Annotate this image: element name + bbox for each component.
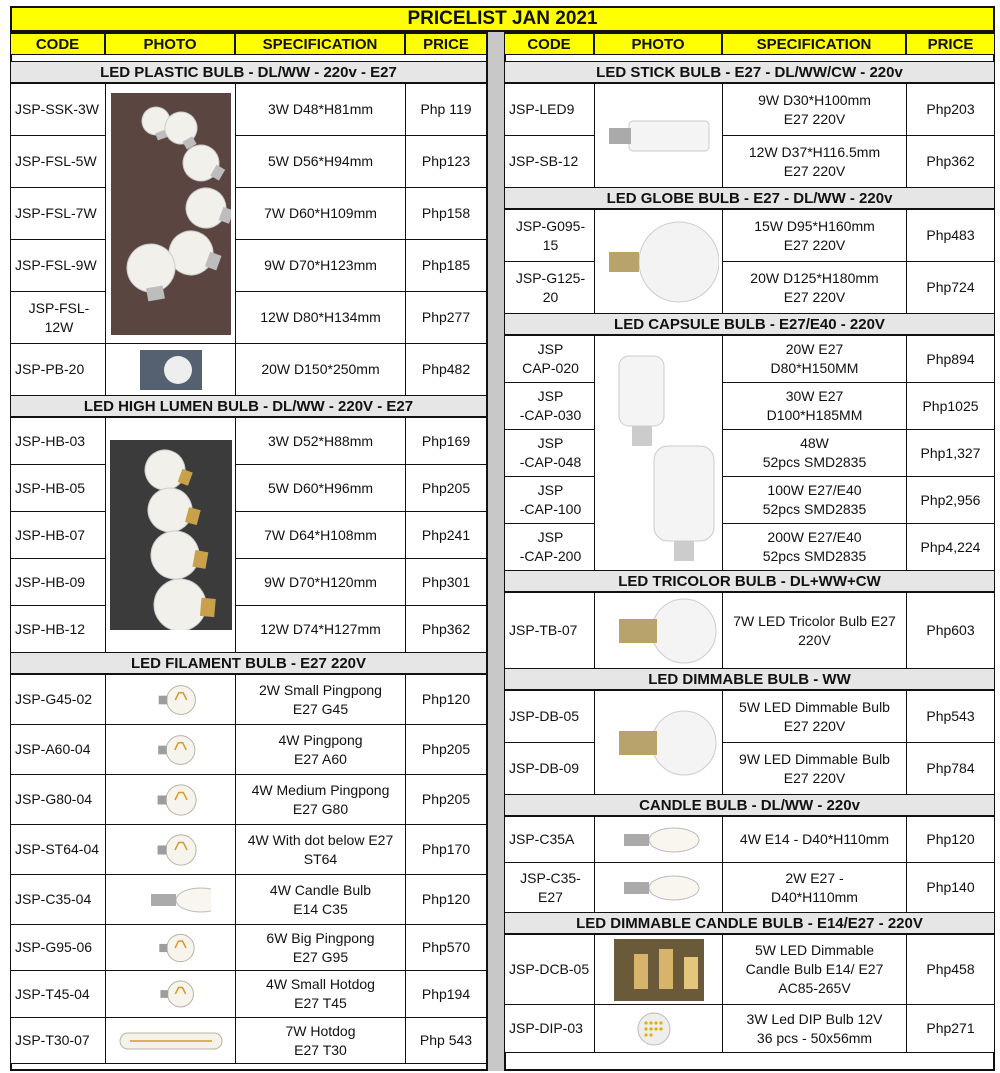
price-cell: Php2,956 (906, 476, 995, 524)
spec-line: 5W LED Dimmable Bulb (739, 698, 890, 715)
photo-cell (105, 343, 236, 396)
dimmable-bulb-image (599, 696, 719, 790)
spec-line: 4W Small Hotdog (266, 976, 375, 993)
photo-cell (594, 690, 723, 795)
section-title: LED FILAMENT BULB - E27 220V (10, 652, 487, 674)
spec-cell: 12W D74*H127mm (235, 605, 406, 653)
code-cell (504, 523, 595, 571)
spec-cell (722, 476, 907, 524)
code-cell: JSP-G95-06 (10, 924, 106, 971)
photo-cell (105, 674, 236, 725)
code-cell: JSP-HB-12 (10, 605, 106, 653)
photo-cell (594, 592, 723, 669)
code-cell: JSP-G125-20 (504, 261, 595, 314)
price-cell: Php205 (405, 724, 487, 775)
spec-line: 52pcs SMD2835 (762, 548, 867, 564)
spec-cell (722, 382, 907, 430)
section-title: CANDLE BULB - DL/WW - 220v (504, 794, 995, 816)
fil-bulb-image (136, 779, 206, 821)
section-title: LED HIGH LUMEN BULB - DL/WW - 220V - E27 (10, 395, 487, 417)
spec-line: E27 220V (783, 236, 846, 253)
spec-cell (722, 523, 907, 571)
code-cell (504, 335, 595, 383)
photo-cell (105, 874, 236, 925)
spec-line: E27 220V (783, 769, 846, 786)
price-cell: Php277 (405, 291, 487, 344)
photo-cell (105, 824, 236, 875)
price-cell: Php 119 (405, 83, 487, 136)
header-spec: SPECIFICATION (235, 33, 405, 55)
price-cell: Php1,327 (906, 429, 995, 477)
spec-line: 2W Small Pingpong (259, 681, 382, 698)
spec-cell (235, 824, 406, 875)
spec-line: 3W Led DIP Bulb 12V (746, 1010, 883, 1027)
code-cell: JSP-LED9 (504, 83, 595, 136)
spec-cell (722, 335, 907, 383)
spec-cell: 7W D60*H109mm (235, 187, 406, 240)
photo-cell (594, 934, 723, 1005)
spec-cell (722, 592, 907, 669)
spec-line: 7W LED Tricolor Bulb E27 (733, 612, 896, 629)
spec-line: 4W Candle Bulb (269, 881, 372, 898)
spec-cell (722, 83, 907, 136)
spec-cell: 7W D64*H108mm (235, 511, 406, 559)
spec-line: 15W D95*H160mm (754, 217, 875, 234)
code-cell: JSP-T45-04 (10, 970, 106, 1018)
spec-line: E27 T30 (294, 1041, 347, 1058)
price-cell: Php570 (405, 924, 487, 971)
photo-cell (594, 1004, 723, 1053)
photo-cell (105, 83, 236, 344)
price-cell: Php120 (906, 816, 995, 863)
price-cell: Php271 (906, 1004, 995, 1053)
spec-line: E27 A60 (294, 750, 347, 767)
spec-cell: 5W D56*H94mm (235, 135, 406, 188)
code-cell: JSP-HB-07 (10, 511, 106, 559)
spec-cell (722, 690, 907, 743)
code-cell: JSP-HB-03 (10, 417, 106, 465)
code-line: JSP (537, 435, 564, 452)
price-cell: Php140 (906, 862, 995, 913)
section-title: LED STICK BULB - E27 - DL/WW/CW - 220v (504, 61, 995, 83)
photo-cell (105, 724, 236, 775)
spec-cell (235, 724, 406, 775)
spec-cell (722, 742, 907, 795)
photo-cell (594, 816, 723, 863)
price-cell: Php123 (405, 135, 487, 188)
dcb-bulb-image (614, 939, 704, 1001)
fil-bulb-image (133, 730, 208, 770)
header-price: PRICE (906, 33, 995, 55)
globe-bulb-image (599, 215, 719, 309)
spec-line: 5W LED Dimmable (754, 942, 874, 959)
spec-cell: 9W D70*H120mm (235, 558, 406, 606)
price-cell: Php543 (906, 690, 995, 743)
spec-line: 52pcs SMD2835 (762, 501, 867, 517)
spec-line: 200W E27/E40 (767, 529, 862, 546)
spec-cell (722, 816, 907, 863)
photo-cell (594, 83, 723, 188)
spec-line: D100*H185MM (766, 407, 863, 423)
fil-bulb-image (128, 976, 213, 1012)
candle-bulb-image (604, 823, 714, 857)
spec-line: E27 220V (783, 110, 846, 127)
price-cell: Php362 (405, 605, 487, 653)
spec-line: 48W (800, 435, 829, 452)
spec-line: 9W D30*H100mm (758, 91, 871, 108)
code-cell: JSP-G45-02 (10, 674, 106, 725)
price-cell: Php362 (906, 135, 995, 188)
spec-line: 4W E14 - D40*H110mm (739, 831, 890, 848)
code-line: JSP (537, 482, 564, 499)
code-cell: JSP-C35-E27 (504, 862, 595, 913)
price-cell: Php458 (906, 934, 995, 1005)
code-line: CAP-020 (522, 360, 579, 376)
code-cell: JSP-HB-05 (10, 464, 106, 512)
spec-line: 52pcs SMD2835 (762, 454, 867, 470)
spec-line: ST64 (303, 850, 338, 867)
spec-line: 4W Pingpong (278, 731, 363, 748)
spec-cell (722, 934, 907, 1005)
price-cell: Php158 (405, 187, 487, 240)
candle-bulb-image (604, 868, 714, 908)
header-code: CODE (10, 33, 105, 55)
code-line: -CAP-048 (519, 454, 582, 470)
code-line: JSP (537, 529, 564, 546)
code-cell (504, 476, 595, 524)
code-cell: JSP-A60-04 (10, 724, 106, 775)
spec-line: 6W Big Pingpong (266, 929, 375, 946)
spec-line: 2W E27 - (785, 869, 844, 886)
code-cell: JSP-HB-09 (10, 558, 106, 606)
spec-cell: 5W D60*H96mm (235, 464, 406, 512)
code-cell: JSP-SSK-3W (10, 83, 106, 136)
spec-cell (722, 135, 907, 188)
section-title: LED DIMMABLE CANDLE BULB - E14/E27 - 220V (504, 912, 995, 934)
spec-line: E27 220V (783, 717, 846, 734)
code-cell: JSP-ST64-04 (10, 824, 106, 875)
page-title: PRICELIST JAN 2021 (10, 6, 995, 32)
spec-line: D40*H110mm (771, 888, 858, 905)
price-cell: Php120 (405, 674, 487, 725)
dip-bulb-image (614, 1009, 704, 1049)
spec-line: E14 C35 (293, 900, 348, 917)
spec-line: 7W Hotdog (285, 1022, 356, 1039)
spec-line: E27 G45 (292, 700, 349, 717)
code-cell: JSP-DB-09 (504, 742, 595, 795)
code-cell: JSP-SB-12 (504, 135, 595, 188)
spec-line: 20W D125*H180mm (750, 269, 879, 286)
price-cell: Php203 (906, 83, 995, 136)
price-cell: Php724 (906, 261, 995, 314)
spec-line: 9W LED Dimmable Bulb (739, 750, 890, 767)
code-cell: JSP-DIP-03 (504, 1004, 595, 1053)
spec-line: AC85-265V (778, 979, 851, 996)
tube-bulb-image (110, 1027, 232, 1055)
spec-cell (235, 674, 406, 725)
section-title: LED TRICOLOR BULB - DL+WW+CW (504, 570, 995, 592)
code-cell: JSP-FSL-12W (10, 291, 106, 344)
spec-line: 220V (798, 631, 831, 648)
candle-bulb-image (131, 885, 211, 915)
stick-bulb-image (599, 111, 719, 161)
code-cell: JSP-DB-05 (504, 690, 595, 743)
price-cell: Php1025 (906, 382, 995, 430)
code-line: -CAP-200 (519, 548, 582, 564)
spec-line: 4W With dot below E27 (247, 831, 394, 848)
spec-line: E27 G80 (292, 800, 349, 817)
column-divider (488, 32, 504, 1071)
spec-line: 100W E27/E40 (767, 482, 862, 499)
price-cell: Php784 (906, 742, 995, 795)
photo-cell (105, 970, 236, 1018)
spec-line: Candle Bulb E14/ E27 (745, 961, 884, 978)
spec-cell: 3W D52*H88mm (235, 417, 406, 465)
spec-cell (235, 970, 406, 1018)
spec-line: E27 220V (783, 288, 846, 305)
fil-bulb-image (141, 680, 201, 720)
spec-line: E27 T45 (294, 995, 347, 1011)
spec-line: 36 pcs - 50x56mm (756, 1029, 873, 1046)
spec-cell (722, 209, 907, 262)
header-photo: PHOTO (105, 33, 235, 55)
photo-cell (105, 417, 236, 653)
price-cell: Php483 (906, 209, 995, 262)
spec-cell (235, 774, 406, 825)
spec-line: 12W D37*H116.5mm (748, 143, 881, 160)
price-cell: Php301 (405, 558, 487, 606)
section-title: LED DIMMABLE BULB - WW (504, 668, 995, 690)
code-line: -CAP-030 (519, 407, 582, 423)
code-line: JSP (537, 388, 564, 405)
price-cell: Php185 (405, 239, 487, 292)
price-cell: Php120 (405, 874, 487, 925)
photo-cell (105, 774, 236, 825)
header-price: PRICE (405, 33, 487, 55)
header-code: CODE (504, 33, 594, 55)
section-title: LED GLOBE BULB - E27 - DL/WW - 220v (504, 187, 995, 209)
spec-line: D80*H150MM (770, 360, 859, 376)
hlgroup-bulb-image (110, 440, 232, 630)
code-cell: JSP-FSL-5W (10, 135, 106, 188)
spec-cell: 3W D48*H81mm (235, 83, 406, 136)
code-cell: JSP-C35A (504, 816, 595, 863)
price-cell: Php241 (405, 511, 487, 559)
code-cell: JSP-FSL-9W (10, 239, 106, 292)
price-cell: Php205 (405, 774, 487, 825)
tricolor-bulb-image (599, 597, 719, 665)
spec-cell (235, 1017, 406, 1064)
spec-line: 4W Medium Pingpong (251, 781, 390, 798)
spec-cell: 20W D150*250mm (235, 343, 406, 396)
plasticgroup-bulb-image (111, 93, 231, 335)
code-cell: JSP-DCB-05 (504, 934, 595, 1005)
spec-line: E27 220V (783, 162, 846, 179)
photo-cell (105, 1017, 236, 1064)
photo-cell (594, 862, 723, 913)
code-line: JSP (537, 341, 564, 358)
capsule-bulb-image (599, 341, 719, 566)
spec-cell (722, 862, 907, 913)
code-cell: JSP-PB-20 (10, 343, 106, 396)
fil-bulb-image (133, 929, 208, 967)
spec-cell (235, 874, 406, 925)
code-line: -CAP-100 (519, 501, 582, 517)
spec-cell: 12W D80*H134mm (235, 291, 406, 344)
spec-cell (722, 429, 907, 477)
price-cell: Php603 (906, 592, 995, 669)
spec-cell: 9W D70*H123mm (235, 239, 406, 292)
photo-cell (594, 335, 723, 571)
price-cell: Php205 (405, 464, 487, 512)
spec-cell (235, 924, 406, 971)
code-cell: JSP-TB-07 (504, 592, 595, 669)
price-cell: Php194 (405, 970, 487, 1018)
code-cell: JSP-T30-07 (10, 1017, 106, 1064)
code-cell: JSP-FSL-7W (10, 187, 106, 240)
header-spec: SPECIFICATION (722, 33, 906, 55)
pb20-bulb-image (140, 350, 202, 390)
price-cell: Php4,224 (906, 523, 995, 571)
spec-line: 20W E27 (785, 341, 844, 358)
code-cell (504, 429, 595, 477)
section-title: LED CAPSULE BULB - E27/E40 - 220V (504, 313, 995, 335)
price-cell: Php482 (405, 343, 487, 396)
photo-cell (105, 924, 236, 971)
photo-cell (594, 209, 723, 314)
code-cell: JSP-G095-15 (504, 209, 595, 262)
spec-line: 30W E27 (785, 388, 844, 405)
fil-bulb-image (122, 829, 220, 871)
code-cell: JSP-G80-04 (10, 774, 106, 825)
price-cell: Php894 (906, 335, 995, 383)
section-title: LED PLASTIC BULB - DL/WW - 220v - E27 (10, 61, 487, 83)
spec-cell (722, 261, 907, 314)
code-cell (504, 382, 595, 430)
spec-line: E27 G95 (292, 948, 349, 965)
header-photo: PHOTO (594, 33, 722, 55)
spec-cell (722, 1004, 907, 1053)
price-cell: Php169 (405, 417, 487, 465)
price-cell: Php 543 (405, 1017, 487, 1064)
code-cell: JSP-C35-04 (10, 874, 106, 925)
price-cell: Php170 (405, 824, 487, 875)
